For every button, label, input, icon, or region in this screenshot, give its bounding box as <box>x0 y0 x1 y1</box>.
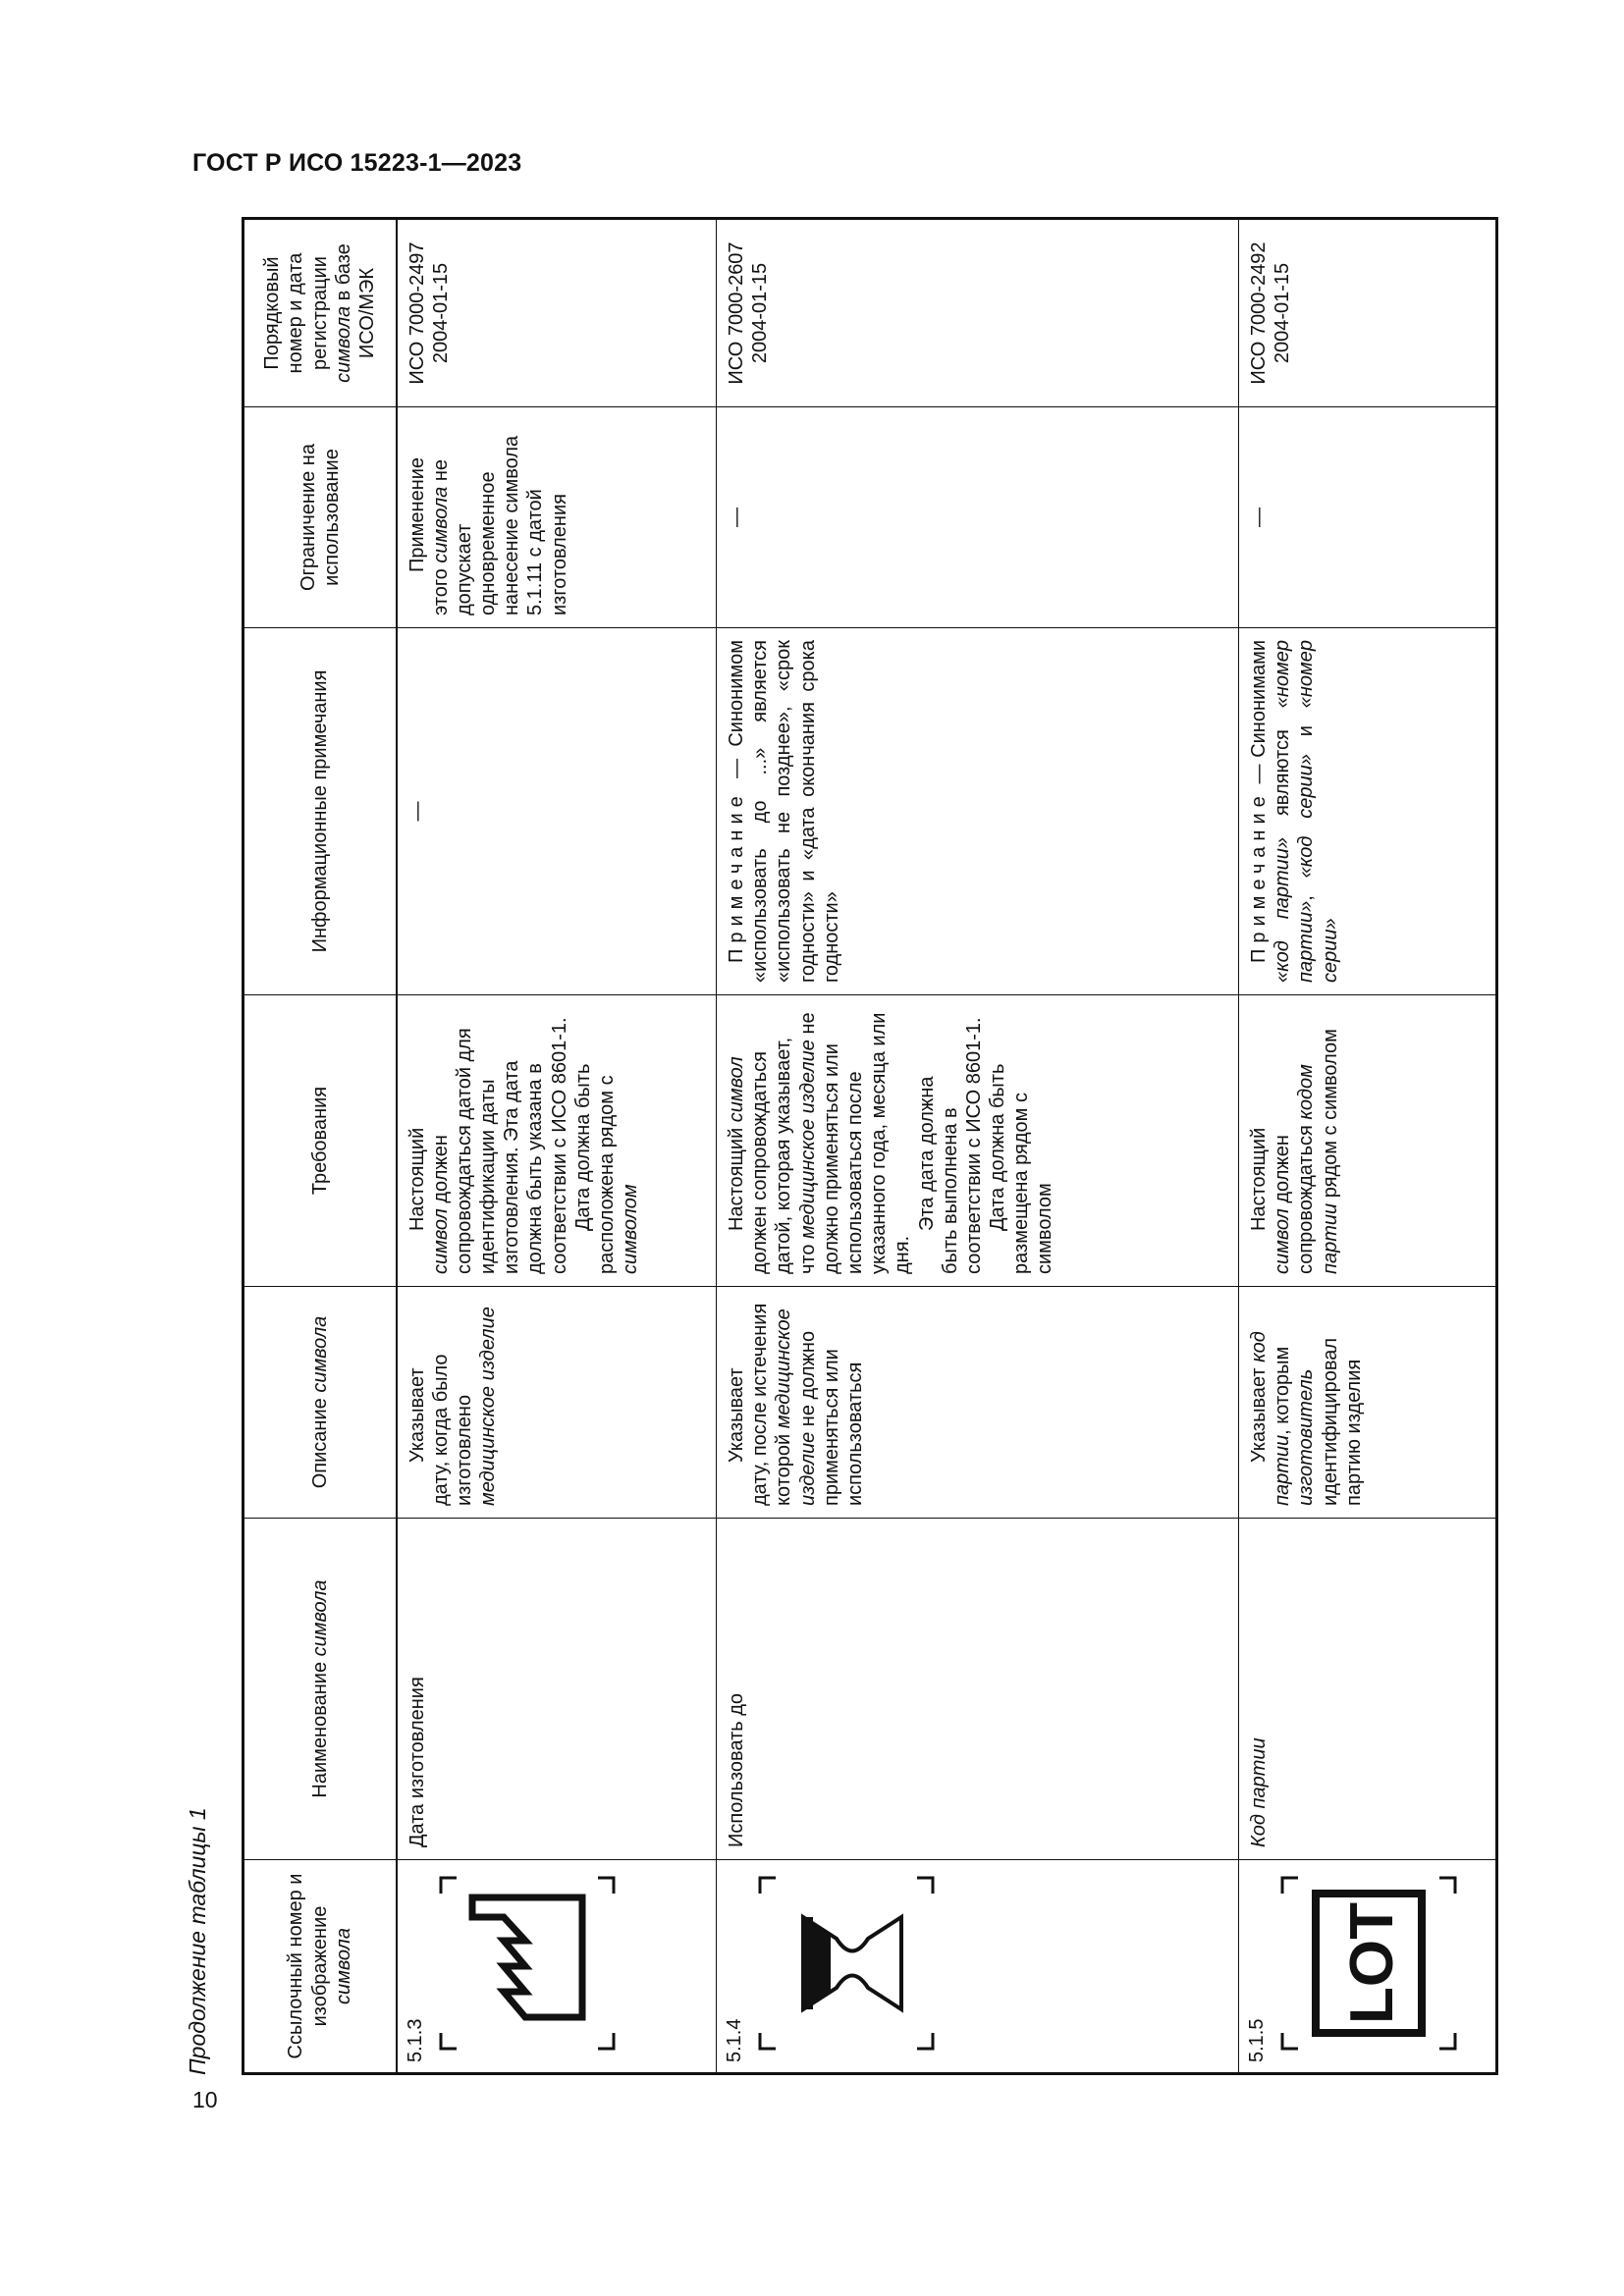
document-header: ГОСТ Р ИСО 15223-1—2023 <box>192 149 522 177</box>
table-row <box>397 219 717 2074</box>
ref-number: 5.1.4 <box>724 2018 745 2062</box>
ref-number: 5.1.5 <box>1246 2018 1268 2062</box>
ref-cell <box>717 1860 1239 2074</box>
ref-cell <box>1239 1860 1497 2074</box>
header-description: Описание символа <box>244 1287 397 1519</box>
symbols-table <box>242 217 1498 2075</box>
table-continuation-caption: Продолжение таблицы 1 <box>185 1807 210 2075</box>
requirements-cell: Настоящий символ должен сопровождаться кодом партии рядом с символом <box>1239 995 1497 1287</box>
registration-number: ИСО 7000-2492 <box>1248 241 1270 385</box>
table-row <box>1239 219 1497 2074</box>
registration-date: 2004-01-15 <box>429 262 452 364</box>
manufacture-date-icon <box>435 1872 620 2055</box>
registration-cell <box>1239 219 1497 407</box>
requirements-cell: Настоящий символ должен сопровождаться датой, которая указывает, что медицинское изделие не должно применяться или использоваться после указанного года, месяца или дня. Эта дата должна быть выполнена в соответствии с ИСО 8601-1. Дата должна быть размещена рядом с символом <box>717 995 1239 1287</box>
registration-cell <box>397 219 717 407</box>
header-registration: Порядковый номер и дата регистрации символа в базе ИСО/МЭК <box>244 219 397 407</box>
notes-cell: Примечание — Синонимами «код партии» являются «номер партии», «код серии» и «номер серии» <box>1239 628 1497 995</box>
registration-number: ИСО 7000-2607 <box>726 241 747 385</box>
header-name: Наименование символа <box>244 1519 397 1860</box>
header-restrictions: Ограничение на использование <box>244 407 397 628</box>
registration-number: ИСО 7000-2497 <box>406 241 428 385</box>
notes-cell: Примечание — Синонимом «использовать до ...» является «использовать не позднее», «срок годности» и «дата окончания срока годности» <box>717 628 1239 995</box>
hourglass-use-by-icon <box>754 1872 939 2055</box>
lot-text: LOT <box>1338 1902 1407 2024</box>
table-row <box>717 219 1239 2074</box>
name-cell: Дата изготовления <box>397 1519 717 1860</box>
page-number: 10 <box>192 2087 218 2112</box>
notes-cell: — <box>397 628 717 995</box>
description-cell: Указывает код партии, которым изготовитель идентифицировал партию изделия <box>1239 1287 1497 1519</box>
requirements-cell: Настоящий символ должен сопровождаться датой для идентификации даты изготовления. Эта дата должна быть указана в соответствии с ИСО 8601-1. Дата должна быть расположена рядом с символом <box>397 995 717 1287</box>
ref-cell <box>397 1860 717 2074</box>
registration-cell <box>717 219 1239 407</box>
ref-number: 5.1.3 <box>404 2018 426 2062</box>
name-cell: Использовать до <box>717 1519 1239 1860</box>
lot-code-icon <box>1276 1872 1461 2055</box>
description-cell: Указывает дату, после истечения которой медицинское изделие не должно применяться или использоваться <box>717 1287 1239 1519</box>
restrictions-cell: Применение этого символа не допускает одновременное нанесение символа 5.1.11 с датой изготовления <box>397 407 717 628</box>
restrictions-cell: — <box>717 407 1239 628</box>
header-notes: Информационные примечания <box>244 628 397 995</box>
restrictions-cell: — <box>1239 407 1497 628</box>
header-requirements: Требования <box>244 995 397 1287</box>
rotated-page-content <box>161 220 1500 2075</box>
registration-date: 2004-01-15 <box>1272 262 1294 364</box>
registration-date: 2004-01-15 <box>749 262 772 364</box>
name-cell <box>1239 1519 1497 1860</box>
table-header-row <box>244 219 397 2074</box>
description-cell: Указывает дату, когда было изготовлено медицинское изделие <box>397 1287 717 1519</box>
name-text: Код партии <box>1248 1737 1270 1847</box>
header-ref: Ссылочный номер и изображение символа <box>244 1860 397 2074</box>
